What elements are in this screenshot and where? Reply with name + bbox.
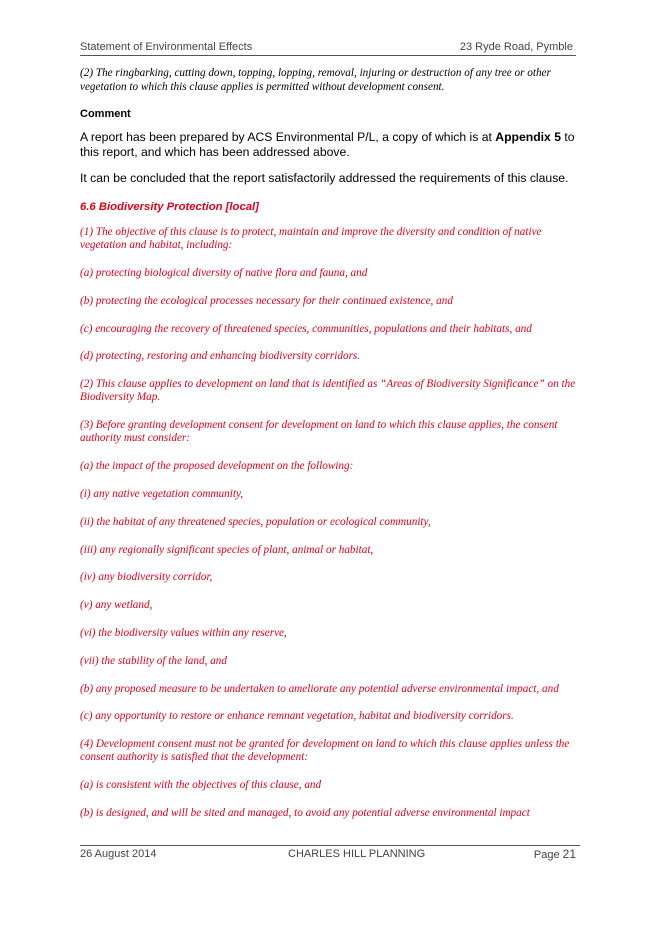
appendix-reference: Appendix 5 (495, 130, 561, 144)
page-content (80, 67, 580, 835)
intro-clause: (2) The ringbarking, cutting down, topping, lopping, removal, injuring or destruction of any tree or other vegetation to which this clause applies is permitted without development consent. (80, 67, 551, 93)
footer-page-label: Page (533, 849, 560, 861)
footer-page (534, 847, 576, 861)
clause-paragraph: (d) protecting, restoring and enhancing biodiversity corridors. (80, 350, 361, 363)
comment-text-start: A report has been prepared by ACS Environmental P/L, a copy of which is at (80, 130, 496, 144)
clause-paragraph: (ii) the habitat of any threatened species, population or ecological community, (80, 515, 431, 528)
clause-paragraph: (i) any native vegetation community, (80, 487, 244, 500)
comment-paragraph-1 (80, 130, 580, 160)
footer-company: CHARLES HILL PLANNING (288, 848, 426, 860)
clause-paragraph: (v) any wetland, (80, 599, 153, 612)
clause-paragraph: (vi) the biodiversity values within any reserve, (80, 626, 287, 639)
comment-paragraph-2: It can be concluded that the report satisfactorily addressed the requirements of this clause. (80, 171, 569, 185)
clause-paragraph: (vii) the stability of the land, and (80, 654, 227, 667)
clause-paragraph: (3) Before granting development consent for development on land to which this clause applies, the consent authority must consider: (80, 419, 558, 445)
clause-paragraph: (1) The objective of this clause is to protect, maintain and improve the diversity and condition of native vegetation and habitat, including: (80, 226, 542, 252)
clause-paragraph: (a) the impact of the proposed development on the following: (80, 460, 354, 473)
clause-paragraph: (iv) any biodiversity corridor, (80, 571, 213, 584)
clause-list (80, 226, 580, 820)
page-header (80, 39, 576, 56)
page-footer (80, 845, 580, 864)
clause-paragraph: (iii) any regionally significant species of plant, animal or habitat, (80, 543, 374, 556)
clause-paragraph: (a) is consistent with the objectives of this clause, and (80, 779, 322, 792)
clause-paragraph: (a) protecting biological diversity of native flora and fauna, and (80, 267, 368, 279)
comment-heading: Comment (80, 108, 131, 120)
footer-page-number: 21 (562, 847, 576, 861)
clause-paragraph: (b) protecting the ecological processes necessary for their continued existence, and (80, 294, 453, 307)
clause-paragraph: (2) This clause applies to development on land that is identified as “Areas of Biodiversity Significance” on the Biodiversity Map. (80, 378, 576, 404)
clause-paragraph: (c) any opportunity to restore or enhance remnant vegetation, habitat and biodiversity corridors. (80, 710, 514, 723)
clause-paragraph: (b) any proposed measure to be undertaken to ameliorate any potential adverse environmental impact, and (80, 682, 559, 695)
footer-date: 26 August 2014 (80, 848, 157, 860)
section-heading: 6.6 Biodiversity Protection [local] (80, 201, 259, 213)
clause-paragraph: (c) encouraging the recovery of threatened species, communities, populations and their habitats, and (80, 322, 532, 335)
clause-paragraph: (4) Development consent must not be granted for development on land to which this clause applies unless the consent authority is satisfied that the development: (80, 738, 570, 764)
comment-text-end: to this report, and which has been addressed above. (80, 130, 575, 159)
header-site-address: 23 Ryde Road, Pymble (459, 41, 573, 53)
header-document-title: Statement of Environmental Effects (80, 41, 253, 53)
clause-paragraph: (b) is designed, and will be sited and managed, to avoid any potential adverse environmental impact (80, 806, 530, 819)
